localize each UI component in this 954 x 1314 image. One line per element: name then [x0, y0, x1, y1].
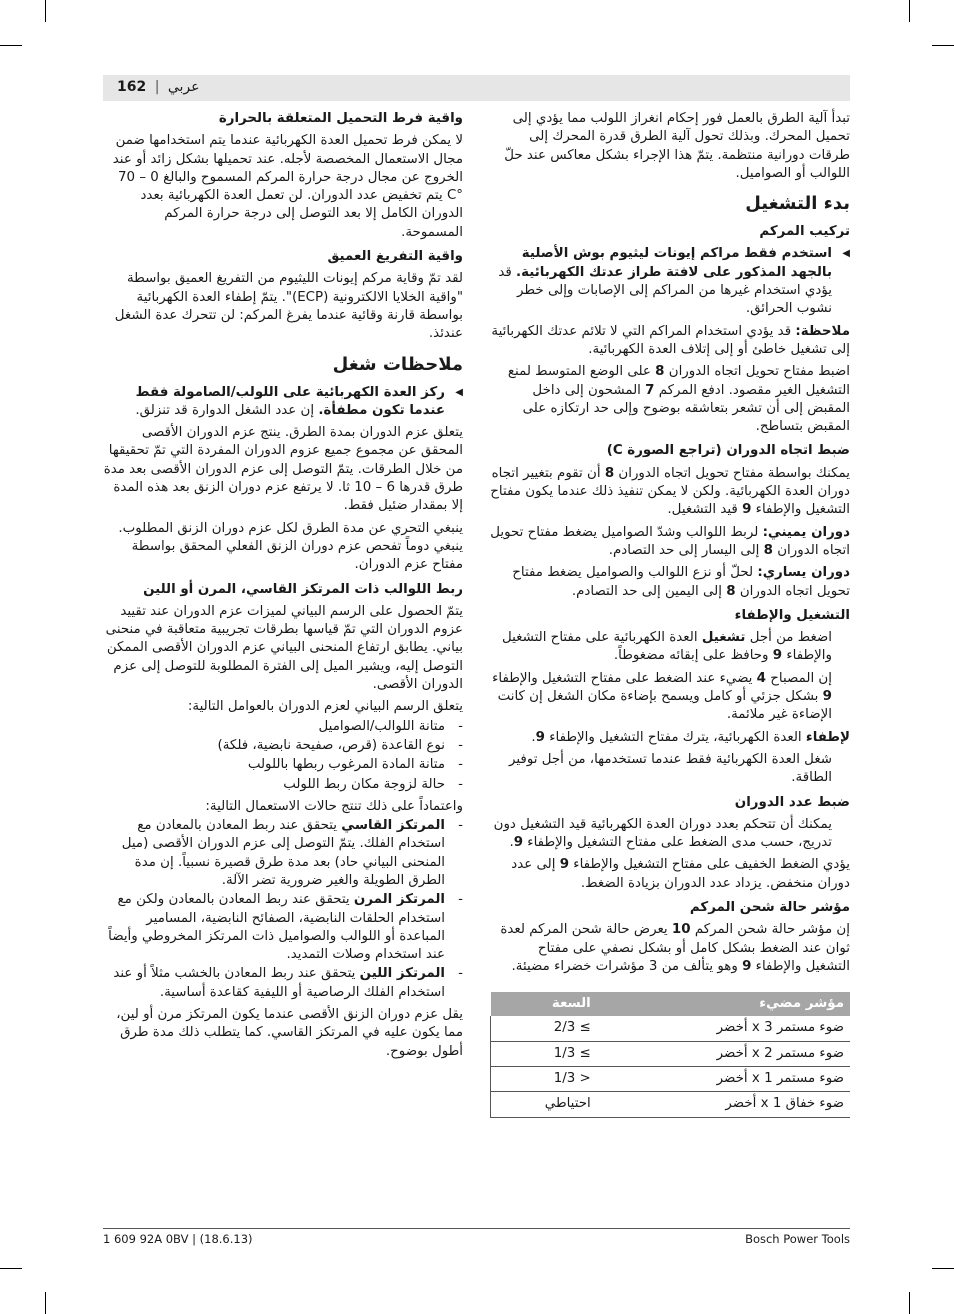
direction-ref-number: 9 [742, 502, 752, 518]
switch-off-ref-number: 9 [535, 729, 545, 745]
insert-ref-number: 8 [655, 364, 665, 380]
right-rotation-ref-number: 8 [763, 542, 773, 558]
switch-on-text-b: العدة الكهربائية على مفتاح التشغيل والإطفاء [501, 630, 832, 664]
direction-heading: ضبط اتجاه الدوران (تراجع الصورة C) [606, 443, 850, 459]
note-paragraph [490, 323, 850, 360]
charge-status-table [490, 992, 850, 1117]
crop-mark [909, 1292, 910, 1314]
direction-text-a: يمكنك بواسطة مفتاح تحويل اتجاه الدوران [614, 465, 850, 481]
charge-text-c: وهو يتألف من 3 مؤشرات خضراء مضيئة. [511, 958, 743, 974]
speed-heading: ضبط عدد الدوران [734, 794, 850, 810]
indicator-cell: ضوء مستمر 3 x أخضر [597, 1016, 850, 1041]
tip-bold-text: ركز العدة الكهربائية على اللولب/الصامولة فقط عندما تكون مطفأة. [135, 384, 445, 418]
working-tips-heading: ملاحظات شغل [332, 353, 463, 375]
note-label: ملاحظة: [795, 323, 850, 339]
warning-triangle-icon: ◀ [455, 386, 463, 398]
indicator-cell: ضوء مستمر 1 x أخضر [597, 1067, 850, 1092]
list-item: - نوع القاعدة (قرص، صفيحة نابضية، فلكة) [103, 737, 463, 755]
speed-text-b: . [509, 835, 514, 851]
joints-heading: ربط اللوالب ذات المرتكز القاسي، المرن أو اللين [143, 581, 463, 597]
thermal-heading: واقية فرط التحميل المتعلقة بالحرارة [218, 111, 463, 126]
table-row [491, 1067, 851, 1092]
left-rotation-label: دوران يساري: [757, 565, 850, 581]
list-item: - متانة المادة المرغوب ربطها باللولب [103, 756, 463, 774]
energy-saving-paragraph: شغل العدة الكهربائية فقط عندما تستخدمها، من أجل توفير الطاقة. [509, 751, 832, 786]
speed-ref-number: 9 [513, 835, 524, 851]
hard-joint-label: المرتكز القاسي [341, 818, 445, 834]
left-rotation-ref-number: 8 [726, 583, 736, 599]
crop-mark [45, 1292, 46, 1314]
speed-paragraph [490, 816, 850, 853]
list-item: - المرتكز المرن يتحقق عند ربط المعادن بالمعادن ولكن مع استخدام الحلقات النابضية، الصفائح النابضية، المسامير المباعدة أو اللوالب والصواميل ذات المرتكز المخروطي وأيضاً عند استخدام وصلات التمديد. [108, 892, 463, 963]
switch-off-text-a: العدة الكهربائية، يترك مفتاح التشغيل والإطفاء [544, 729, 806, 745]
footer-divider [103, 1228, 850, 1229]
deep-discharge-paragraph: لقد تمّ وقاية مركم إيونات الليثيوم من التفريغ العميق بواسطة "واقية الخلايا الالكترونية (ECP)". يتمّ إطفاء العدة الكهربائية بواسطة قارنة وقائية عندما يفرغ المركم: لن تتحرك عدة الشغل عندئذ. [114, 271, 463, 342]
header-language: عربي [167, 79, 200, 95]
lamp-ref-number: 9 [822, 689, 832, 705]
switch-on-text-c: وحافظ على إبقائه مضغوطاً. [613, 648, 773, 664]
direction-text-c: قيد التشغيل. [667, 502, 743, 518]
header-separator: | [154, 79, 160, 95]
table-header-row [491, 992, 851, 1016]
list-item: - حالة لزوجة مكان ربط اللولب [103, 776, 463, 794]
warning-triangle-icon: ◀ [842, 248, 850, 260]
right-rotation-text-b: إلى اليسار إلى حد التصادم. [608, 542, 764, 558]
lamp-text-b: يضيء عند الضغط على مفتاح التشغيل والإطفاء [492, 670, 757, 686]
torque-paragraph: يتعلق عزم الدوران بمدة الطرق. ينتج عزم الدوران الأقصى المحقق عن مجموع جميع عزوم الدوران المفردة التي تمّ تحقيقها من خلال الطرقات. يتمّ التوصل إلى عزم الدوران الأقصى بعد مدة طرق قدرها 6 – 10 ثا. لا يرتفع عزم دوران الزنق بعد هذه المدة إلا بمقدار ضئيل فقط. [103, 425, 463, 514]
lamp-text-a: إن المصباح [766, 670, 832, 686]
footer-brand: Bosch Power Tools [745, 1232, 850, 1246]
page-header-bar [103, 75, 850, 101]
capacity-cell: ≥ 2/3 [491, 1016, 597, 1041]
crop-mark [0, 45, 22, 46]
footer-document-code: 1 609 92A 0BV | (18.6.13) [103, 1232, 253, 1246]
crop-mark [45, 0, 46, 22]
page-header [117, 79, 200, 95]
intro-paragraph: تبدأ آلية الطرق بالعمل فور إحكام انغراز اللولب مما يؤدي إلى تحميل المحرك. وبذلك تحول آلية الطرق قدرة المحرك إلى طرقات دورانية منتظمة. يتمّ هذا الإجراء بشكل معاكس عند حلّ اللوالب أو الصواميل. [504, 111, 850, 181]
speed2-ref-number: 9 [559, 857, 570, 873]
insert-text-c: المشحون إلى داخل المقبض إلى أن تشعر بتعاشقه بوضوح وإلى حد ارتكازه على المقبض بتساطح. [522, 382, 850, 435]
right-rotation-label: دوران يميني: [762, 524, 850, 540]
switch-off-bold: لإطفاء [805, 729, 850, 745]
factor-text: حالة لزوجة مكان ربط اللولب [283, 776, 445, 792]
insert-text-a: اضبط مفتاح تحويل اتجاه الدوران [664, 364, 850, 380]
insert-text-b: على الوضع المتوسط لمنع التشغيل الغير مقصود. ادفع المركم [507, 364, 850, 398]
left-column [103, 110, 463, 1065]
capacity-cell: احتياطي [491, 1092, 597, 1117]
list-item: - المرتكز اللين يتحقق عند ربط المعادن بالخشب مثلاً أو عند استخدام الفلك الرصاصية أو الليفية كقاعدة أساسية. [113, 966, 463, 1000]
switch-on-text-a: اضغط من أجل [745, 630, 832, 646]
deep-discharge-heading: واقية التفريغ العميق [327, 249, 463, 265]
direction-paragraph [490, 465, 850, 520]
lamp-text-c: بشكل جزئي أو كامل ويسمح بإضاءة مكان الشغل إن كانت الإضاءة غير ملائمة. [497, 689, 832, 723]
hard-joint-text: يتحقق عند ربط المعادن بالمعادن مع استخدام الفلك. يتمّ التوصل إلى عزم الدوران الأقصى (ميل المنحنى البياني حاد) بعد مدة طرق قصيرة نسبياً. إن مدة الطرق الطويلة والغير ضرورية تضر الآلة. [121, 818, 445, 888]
factor-text: متانة المادة المرغوب ربطها باللولب [247, 757, 445, 773]
charge-text-a: إن مؤشر حالة شحن المركم [690, 922, 850, 938]
crop-mark [0, 1268, 22, 1269]
elastic-joint-label: المرتكز المرن [353, 892, 445, 908]
cases-intro: واعتماداً على ذلك تنتج حالات الاستعمال التالية: [205, 798, 463, 814]
charge-paragraph [490, 921, 850, 976]
startup-heading: بدء التشغيل [745, 193, 850, 215]
factor-text: نوع القاعدة (قرص، صفيحة نابضية، فلكة) [217, 737, 445, 753]
tip-warning [103, 384, 463, 421]
speed2-text-a: يؤدي الضغط الخفيف على مفتاح التشغيل والإطفاء [569, 857, 850, 873]
thermal-paragraph: لا يمكن فرط تحميل العدة الكهربائية عندما يتم استخدامها ضمن مجال الاستعمال المخصصة لأجله. عند تحميلها بشكل زائد أو عند الخروج عن مجال درجة حرارة المركم المسموح والبالغ 0 – 70 °C يتم تخفيض عدد الدوران. لن تعمل العدة الكهربائية بعدد الدوران الكامل إلا بعد التوصل إلى درجة حرارة المركم المسموحة. [112, 133, 463, 240]
switch-on-ref-number: 9 [772, 648, 783, 664]
right-rotation-text-a: لربط اللوالب وشدّ الصواميل يضغط مفتاح تحويل اتجاه الدوران [490, 524, 850, 558]
direction-text-b: أن تقوم بتغيير اتجاه دوران العدة الكهربائية. ولكن لا يمكن تنفيذ ذلك عندما يكون مفتاح التشغيل والإطفاء [490, 465, 850, 518]
direction-ref-number: 8 [604, 465, 615, 481]
insert-ref-number: 7 [645, 382, 655, 398]
charge-heading: مؤشر حالة شحن المركم [689, 899, 850, 915]
table-row [491, 1041, 851, 1066]
left-rotation-text-a: لحلّ أو نزع اللوالب والصواميل يضغط مفتاح تحويل اتجاه الدوران [512, 565, 850, 599]
battery-warning [490, 245, 850, 318]
list-item: - متانة اللوالب/الصواميل [103, 718, 463, 736]
torque2-paragraph: ينبغي التحري عن مدة الطرق لكل عزم دوران الزنق المطلوب. ينبغي دوماً تفحص عزم دوران الزنق الفعلي المحقق بواسطة مفتاح عزم الدوران. [118, 520, 463, 573]
table-row [491, 1016, 851, 1041]
speed2-paragraph [490, 856, 850, 893]
left-rotation-paragraph [490, 564, 850, 601]
lamp-ref-number: 4 [756, 670, 766, 686]
soft-joint-text: يتحقق عند ربط المعادن بالخشب مثلاً أو عند استخدام الفلك الرصاصية أو الليفية كقاعدة أساسية. [113, 966, 445, 1000]
lamp-paragraph [490, 670, 850, 725]
factors-intro: يتعلق الرسم البياني لعزم الدوران بالعوامل التالية: [187, 699, 463, 715]
battery-install-heading: تركيب المركم [759, 224, 850, 240]
switch-on-bold: تشغيل [701, 630, 746, 646]
crop-mark [932, 1268, 954, 1269]
capacity-cell: < 1/3 [491, 1067, 597, 1092]
indicator-cell: ضوء خفاق 1 x أخضر [597, 1092, 850, 1117]
crop-mark [932, 45, 954, 46]
elastic-joint-text: يتحقق عند ربط المعادن بالمعادن ولكن مع استخدام الحلقات النابضية، الصفائح النابضية، المسامير المباعدة أو اللوالب والصواميل ذات المرتكز المخروطي وأيضاً عند استخدام وصلات التمديد. [108, 892, 445, 963]
tip-text: إن عدد الشغل الدوارة قد تنزلق. [135, 402, 319, 418]
crop-mark [909, 0, 910, 22]
warning-bold-text: استخدم فقط مراكم إيونات ليثيوم بوش الأصلية بالجهد المذكور على لافتة طراز عدتك الكهربائية. [516, 246, 832, 280]
factor-text: متانة اللوالب/الصواميل [318, 718, 445, 734]
table-row [491, 1092, 851, 1117]
graph-paragraph: يتمّ الحصول على الرسم البياني لميزات عزم الدوران عند تقييد عزوم الدوران التي تمّ قياسها بطرقات تجريبية متعاقبة في منحنى بياني. يطابق ارتفاع المنحنى البياني عزم الدوران الأقصى الممكن التوصل إليه، ويشير الميل إلى الفترة المطلوبة للتوصل إلى عزم الدوران الأقصى. [105, 603, 463, 693]
warning-text: قد يؤدي استخدام غيرها من المراكم إلى الإصابات وإلى خطر نشوب الحرائق. [498, 264, 832, 317]
note-text: قد يؤدي استخدام المراكم التي لا تلائم عدتك الكهربائية إلى تشغيل خاطئ أو إلى إتلاف العدة الكهربائية. [491, 323, 850, 357]
right-rotation-paragraph [490, 524, 850, 561]
closing-paragraph: يقل عزم دوران الزنق الأقصى عندما يكون المرتكز مرن أو لين، مما يكون عليه في المرتكز القاسي. كما يتطلب ذلك مدة طرق أطول بوضوح. [116, 1007, 463, 1059]
page-number: 162 [117, 79, 147, 95]
speed2-text-b: إلى عدد دوران منخفض. يزداد عدد الدوران بزيادة الضغط. [511, 857, 850, 891]
charge-text-b: يعرض حالة شحن المركم لعدة ثوان عند الضغط بشكل كامل أو بشكل نصفي على مفتاح التشغيل والإطفاء [500, 922, 850, 974]
charge-ref-number: 9 [742, 958, 752, 974]
insert-battery-paragraph [490, 363, 850, 436]
onoff-heading: التشغيل والإطفاء [734, 607, 850, 623]
column-header-capacity: السعة [491, 992, 597, 1016]
switch-off-paragraph [490, 729, 850, 747]
speed-text-a: يمكنك أن تتحكم بعدد دوران العدة الكهربائية قيد التشغيل دون تدريج، حسب مدى الضغط على مفتاح التشغيل والإطفاء [493, 816, 832, 851]
left-rotation-text-b: إلى اليمين إلى حد التصادم. [571, 583, 727, 599]
capacity-cell: ≥ 1/3 [491, 1041, 597, 1066]
switch-on-paragraph [490, 629, 850, 666]
column-header-indicator: مؤشر مضيء [597, 992, 850, 1016]
list-item: - المرتكز القاسي يتحقق عند ربط المعادن بالمعادن مع استخدام الفلك. يتمّ التوصل إلى عزم الدوران الأقصى (ميل المنحنى البياني حاد) بعد مدة طرق قصيرة نسبياً. إن مدة الطرق الطويلة والغير ضرورية تضر الآلة. [121, 818, 463, 888]
charge-ref-number: 10 [671, 922, 691, 938]
switch-off-text-b: . [531, 729, 536, 745]
right-column [490, 110, 850, 1118]
soft-joint-label: المرتكز اللين [359, 966, 445, 982]
indicator-cell: ضوء مستمر 2 x أخضر [597, 1041, 850, 1066]
